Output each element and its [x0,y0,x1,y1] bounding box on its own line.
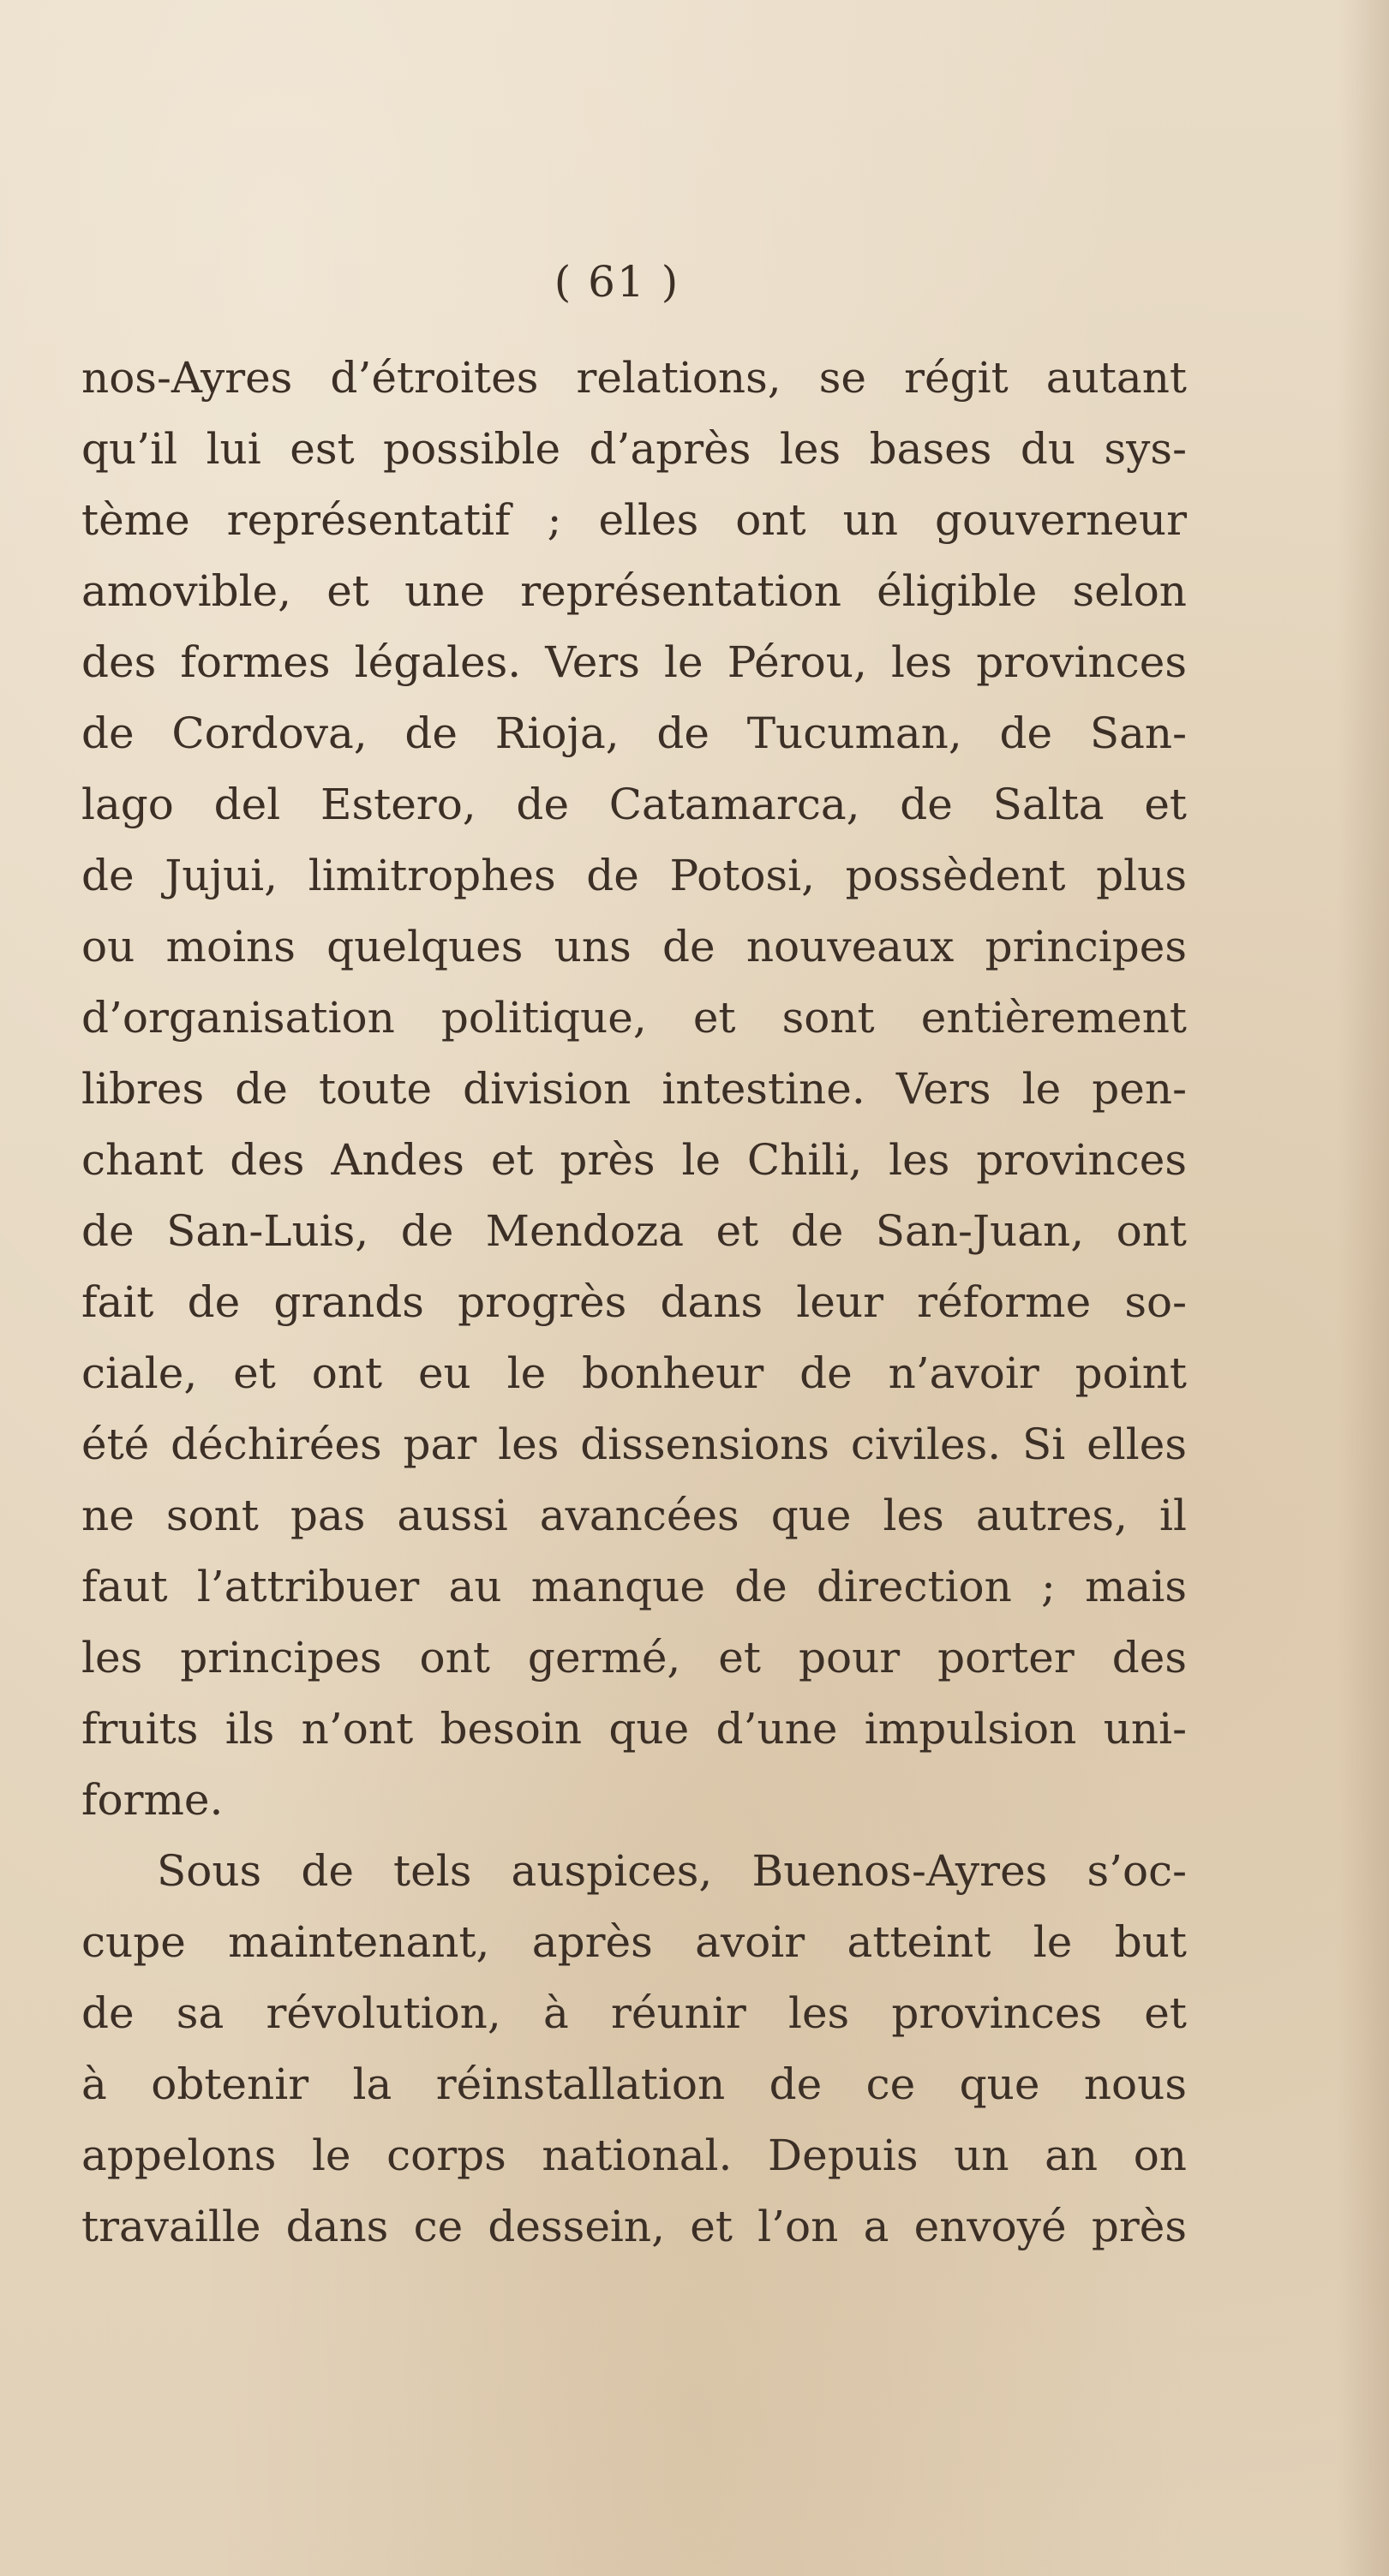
page-edge-shading [1338,0,1389,2576]
body-text [81,343,1187,2262]
text-line: à obtenir la réinstallation de ce que nous [81,2059,1187,2109]
text-line: ne sont pas aussi avancées que les autres, il [81,1491,1187,1540]
text-line: de Cordova, de Rioja, de Tucuman, de San- [81,708,1187,758]
text-line: faut l’attribuer au manque de direction ; mais [81,1562,1187,1611]
text-line: d’organisation politique, et sont entièrement [81,993,1187,1043]
paragraph [81,343,1187,1836]
text-line: appelons le corps national. Depuis un an on [81,2131,1187,2180]
text-line: de sa révolution, à réunir les provinces et [81,1988,1187,2038]
text-line: forme. [81,1775,224,1825]
text-line: cupe maintenant, après avoir atteint le but [81,1917,1187,1967]
text-line: les principes ont germé, et pour porter des [81,1633,1187,1682]
text-line: lago del Estero, de Catamarca, de Salta et [81,780,1187,829]
text-line: nos-Ayres d’étroites relations, se régit autant [81,353,1187,403]
text-line: de San-Luis, de Mendoza et de San-Juan, ont [81,1206,1187,1256]
page-number: ( 61 ) [554,257,680,307]
paragraph [81,1836,1187,2262]
text-line: libres de toute division intestine. Vers le pen- [81,1064,1187,1114]
text-line: de Jujui, limitrophes de Potosi, possèdent plus [81,851,1187,900]
text-line: fruits ils n’ont besoin que d’une impulsion uni- [81,1704,1187,1754]
text-line: des formes légales. Vers le Pérou, les provinces [81,637,1187,687]
text-line: tème représentatif ; elles ont un gouverneur [81,495,1187,545]
text-line: fait de grands progrès dans leur réforme so- [81,1277,1187,1327]
text-line: qu’il lui est possible d’après les bases du sys- [81,424,1187,474]
text-line: ciale, et ont eu le bonheur de n’avoir point [81,1348,1187,1398]
text-line: travaille dans ce dessein, et l’on a envoyé près [81,2202,1187,2251]
text-line: chant des Andes et près le Chili, les provinces [81,1135,1187,1185]
text-line: ou moins quelques uns de nouveaux principes [81,922,1187,971]
text-line: amovible, et une représentation éligible selon [81,566,1187,616]
text-line: été déchirées par les dissensions civiles. Si elles [81,1419,1187,1469]
text-line: Sous de tels auspices, Buenos-Ayres s’oc- [157,1846,1187,1896]
